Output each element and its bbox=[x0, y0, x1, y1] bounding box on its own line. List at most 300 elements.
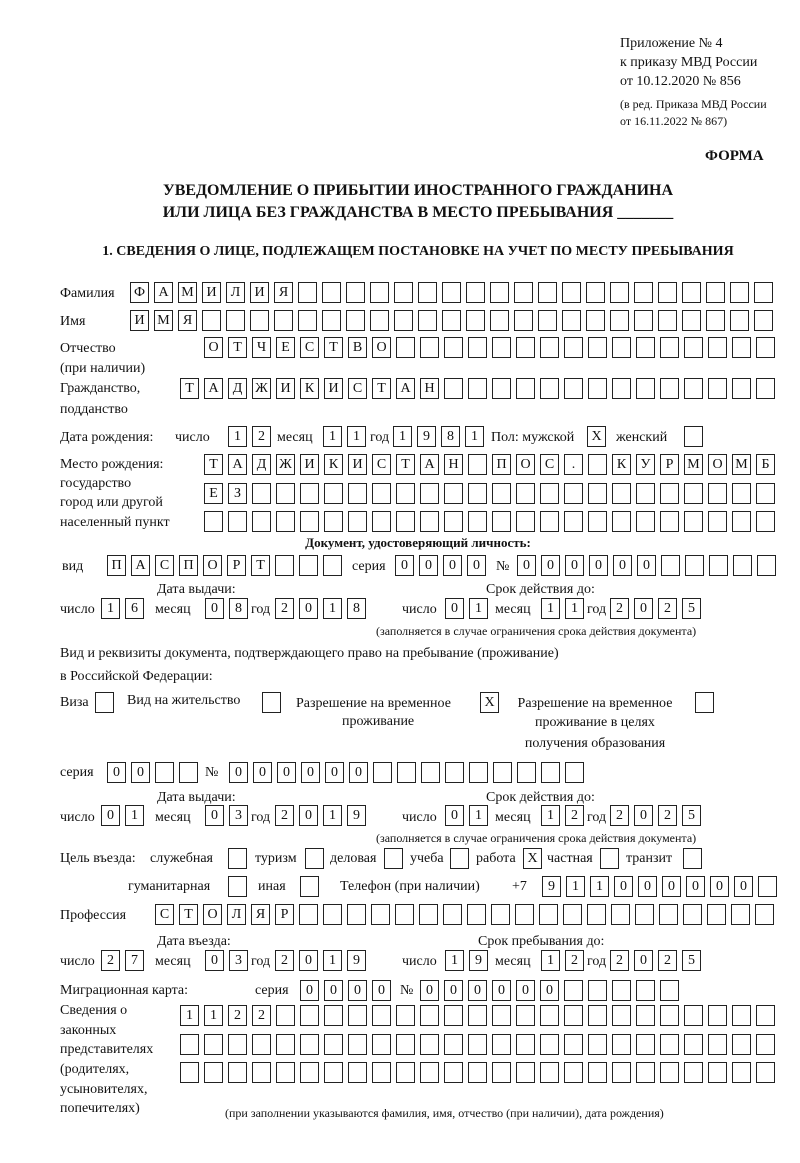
name-cell[interactable] bbox=[226, 310, 245, 331]
year-cell[interactable]: 2 bbox=[658, 598, 677, 619]
patronymic-cell[interactable] bbox=[612, 337, 631, 358]
residence-number-cell[interactable]: 0 bbox=[229, 762, 248, 783]
representatives-cell[interactable] bbox=[492, 1005, 511, 1026]
representatives-cell[interactable] bbox=[684, 1005, 703, 1026]
name-cell[interactable] bbox=[298, 310, 317, 331]
residence-number-cell[interactable] bbox=[397, 762, 416, 783]
profession-cell[interactable]: О bbox=[203, 904, 222, 925]
name-cell[interactable] bbox=[250, 310, 269, 331]
profession-cell[interactable]: Л bbox=[227, 904, 246, 925]
sex-female-checkbox[interactable] bbox=[684, 426, 703, 447]
patronymic-cell[interactable] bbox=[564, 337, 583, 358]
phone-cell[interactable]: 0 bbox=[710, 876, 729, 897]
doc-number-cell[interactable] bbox=[757, 555, 776, 576]
birthplace-cell[interactable] bbox=[444, 511, 463, 532]
representatives-cell[interactable] bbox=[588, 1034, 607, 1055]
name-cell[interactable] bbox=[442, 310, 461, 331]
year-cell[interactable]: 2 bbox=[610, 598, 629, 619]
patronymic-cell[interactable]: В bbox=[348, 337, 367, 358]
representatives-cell[interactable] bbox=[324, 1005, 343, 1026]
doc-type-cell[interactable]: А bbox=[131, 555, 150, 576]
year-cell[interactable]: 1 bbox=[323, 950, 342, 971]
representatives-cell[interactable] bbox=[516, 1005, 535, 1026]
representatives-cell[interactable] bbox=[228, 1034, 247, 1055]
sex-male-checkbox[interactable]: X bbox=[587, 426, 606, 447]
patronymic-cell[interactable]: С bbox=[300, 337, 319, 358]
citizenship-cell[interactable] bbox=[684, 378, 703, 399]
representatives-cell[interactable] bbox=[684, 1062, 703, 1083]
surname-cell[interactable] bbox=[394, 282, 413, 303]
birthplace-cell[interactable]: Т bbox=[396, 454, 415, 475]
representatives-cell[interactable] bbox=[660, 1005, 679, 1026]
phone-cell[interactable]: 0 bbox=[686, 876, 705, 897]
migration-number-cell[interactable]: 0 bbox=[444, 980, 463, 1001]
representatives-cell[interactable] bbox=[252, 1034, 271, 1055]
surname-cell[interactable]: Я bbox=[274, 282, 293, 303]
name-cell[interactable]: Я bbox=[178, 310, 197, 331]
profession-cell[interactable] bbox=[635, 904, 654, 925]
doc-type-cell[interactable] bbox=[275, 555, 294, 576]
birthplace-cell[interactable]: Н bbox=[444, 454, 463, 475]
profession-cell[interactable] bbox=[323, 904, 342, 925]
citizenship-cell[interactable]: А bbox=[396, 378, 415, 399]
citizenship-cell[interactable]: А bbox=[204, 378, 223, 399]
representatives-cell[interactable] bbox=[468, 1062, 487, 1083]
trp-checkbox[interactable]: X bbox=[480, 692, 499, 713]
doc-number-cell[interactable] bbox=[685, 555, 704, 576]
doc-type-cell[interactable] bbox=[299, 555, 318, 576]
year-cell[interactable]: 0 bbox=[299, 598, 318, 619]
birthplace-cell[interactable]: П bbox=[492, 454, 511, 475]
representatives-cell[interactable] bbox=[708, 1005, 727, 1026]
day-cell[interactable]: 0 bbox=[101, 805, 120, 826]
year-cell[interactable]: 1 bbox=[323, 598, 342, 619]
year-cell[interactable]: 2 bbox=[658, 805, 677, 826]
birthplace-cell[interactable] bbox=[276, 483, 295, 504]
phone-cell[interactable]: 0 bbox=[638, 876, 657, 897]
month-cell[interactable]: 0 bbox=[205, 598, 224, 619]
surname-cell[interactable] bbox=[418, 282, 437, 303]
profession-cell[interactable] bbox=[539, 904, 558, 925]
year-cell[interactable]: 0 bbox=[634, 805, 653, 826]
year-cell[interactable]: 2 bbox=[610, 805, 629, 826]
birthplace-cell[interactable] bbox=[756, 511, 775, 532]
representatives-cell[interactable] bbox=[540, 1005, 559, 1026]
citizenship-cell[interactable]: Н bbox=[420, 378, 439, 399]
month-cell[interactable]: 0 bbox=[205, 805, 224, 826]
representatives-cell[interactable] bbox=[636, 1034, 655, 1055]
birthplace-cell[interactable]: Д bbox=[252, 454, 271, 475]
birthplace-cell[interactable] bbox=[516, 511, 535, 532]
representatives-cell[interactable] bbox=[468, 1034, 487, 1055]
year-cell[interactable]: 2 bbox=[275, 805, 294, 826]
residence-number-cell[interactable] bbox=[493, 762, 512, 783]
surname-cell[interactable] bbox=[298, 282, 317, 303]
birthplace-cell[interactable] bbox=[588, 483, 607, 504]
year-cell[interactable]: 5 bbox=[682, 950, 701, 971]
profession-cell[interactable] bbox=[299, 904, 318, 925]
birthplace-cell[interactable] bbox=[588, 454, 607, 475]
residence-number-cell[interactable]: 0 bbox=[301, 762, 320, 783]
representatives-cell[interactable] bbox=[204, 1062, 223, 1083]
representatives-cell[interactable] bbox=[588, 1005, 607, 1026]
representatives-cell[interactable] bbox=[684, 1034, 703, 1055]
birthplace-cell[interactable]: Е bbox=[204, 483, 223, 504]
year-cell[interactable]: 9 bbox=[347, 950, 366, 971]
birthplace-cell[interactable] bbox=[564, 511, 583, 532]
representatives-cell[interactable] bbox=[300, 1034, 319, 1055]
year-cell[interactable]: 8 bbox=[347, 598, 366, 619]
residence-series-cell[interactable]: 0 bbox=[107, 762, 126, 783]
birth-year-cell[interactable]: 1 bbox=[465, 426, 484, 447]
year-cell[interactable]: 1 bbox=[323, 805, 342, 826]
profession-cell[interactable]: С bbox=[155, 904, 174, 925]
citizenship-cell[interactable] bbox=[492, 378, 511, 399]
day-cell[interactable]: 0 bbox=[445, 598, 464, 619]
birthplace-cell[interactable] bbox=[708, 511, 727, 532]
profession-cell[interactable] bbox=[731, 904, 750, 925]
patronymic-cell[interactable] bbox=[540, 337, 559, 358]
birthplace-cell[interactable] bbox=[564, 483, 583, 504]
representatives-cell[interactable] bbox=[276, 1034, 295, 1055]
name-cell[interactable] bbox=[346, 310, 365, 331]
citizenship-cell[interactable] bbox=[636, 378, 655, 399]
birthplace-cell[interactable] bbox=[684, 483, 703, 504]
birthplace-cell[interactable]: С bbox=[540, 454, 559, 475]
representatives-cell[interactable] bbox=[636, 1062, 655, 1083]
doc-series-cell[interactable]: 0 bbox=[419, 555, 438, 576]
doc-number-cell[interactable]: 0 bbox=[517, 555, 536, 576]
representatives-cell[interactable] bbox=[516, 1034, 535, 1055]
citizenship-cell[interactable]: К bbox=[300, 378, 319, 399]
doc-number-cell[interactable]: 0 bbox=[637, 555, 656, 576]
surname-cell[interactable] bbox=[610, 282, 629, 303]
profession-cell[interactable] bbox=[611, 904, 630, 925]
patronymic-cell[interactable] bbox=[660, 337, 679, 358]
name-cell[interactable] bbox=[202, 310, 221, 331]
phone-cell[interactable]: 0 bbox=[734, 876, 753, 897]
day-cell[interactable]: 1 bbox=[469, 598, 488, 619]
patronymic-cell[interactable] bbox=[756, 337, 775, 358]
profession-cell[interactable] bbox=[347, 904, 366, 925]
residence-number-cell[interactable] bbox=[517, 762, 536, 783]
patronymic-cell[interactable]: Е bbox=[276, 337, 295, 358]
birthplace-cell[interactable] bbox=[588, 511, 607, 532]
birthplace-cell[interactable]: М bbox=[732, 454, 751, 475]
citizenship-cell[interactable] bbox=[516, 378, 535, 399]
year-cell[interactable]: 0 bbox=[299, 805, 318, 826]
birthplace-cell[interactable] bbox=[252, 483, 271, 504]
patronymic-cell[interactable] bbox=[492, 337, 511, 358]
citizenship-cell[interactable]: Т bbox=[180, 378, 199, 399]
surname-cell[interactable]: Ф bbox=[130, 282, 149, 303]
representatives-cell[interactable] bbox=[708, 1062, 727, 1083]
migration-number-cell[interactable]: 0 bbox=[516, 980, 535, 1001]
trp-edu-checkbox[interactable] bbox=[695, 692, 714, 713]
representatives-cell[interactable]: 2 bbox=[228, 1005, 247, 1026]
day-cell[interactable]: 2 bbox=[101, 950, 120, 971]
citizenship-cell[interactable] bbox=[444, 378, 463, 399]
representatives-cell[interactable] bbox=[444, 1062, 463, 1083]
birthplace-cell[interactable] bbox=[324, 483, 343, 504]
name-cell[interactable] bbox=[274, 310, 293, 331]
birthplace-cell[interactable] bbox=[420, 483, 439, 504]
birthplace-cell[interactable] bbox=[228, 511, 247, 532]
representatives-cell[interactable] bbox=[420, 1034, 439, 1055]
birthplace-cell[interactable] bbox=[708, 483, 727, 504]
phone-cell[interactable]: 9 bbox=[542, 876, 561, 897]
representatives-cell[interactable] bbox=[756, 1062, 775, 1083]
migration-series-cell[interactable]: 0 bbox=[372, 980, 391, 1001]
patronymic-cell[interactable]: Т bbox=[228, 337, 247, 358]
purpose-checkbox[interactable] bbox=[450, 848, 469, 869]
doc-number-cell[interactable]: 0 bbox=[541, 555, 560, 576]
migration-number-cell[interactable] bbox=[636, 980, 655, 1001]
representatives-cell[interactable] bbox=[324, 1062, 343, 1083]
patronymic-cell[interactable] bbox=[732, 337, 751, 358]
doc-type-cell[interactable]: Р bbox=[227, 555, 246, 576]
profession-cell[interactable] bbox=[755, 904, 774, 925]
patronymic-cell[interactable] bbox=[444, 337, 463, 358]
name-cell[interactable]: И bbox=[130, 310, 149, 331]
representatives-cell[interactable] bbox=[612, 1005, 631, 1026]
year-cell[interactable]: 9 bbox=[347, 805, 366, 826]
month-cell[interactable]: 1 bbox=[541, 950, 560, 971]
year-cell[interactable]: 2 bbox=[658, 950, 677, 971]
name-cell[interactable] bbox=[394, 310, 413, 331]
representatives-cell[interactable] bbox=[708, 1034, 727, 1055]
representatives-cell[interactable] bbox=[372, 1034, 391, 1055]
representatives-cell[interactable] bbox=[180, 1062, 199, 1083]
profession-cell[interactable]: Я bbox=[251, 904, 270, 925]
representatives-cell[interactable]: 1 bbox=[204, 1005, 223, 1026]
representatives-cell[interactable] bbox=[564, 1062, 583, 1083]
name-cell[interactable] bbox=[322, 310, 341, 331]
surname-cell[interactable] bbox=[442, 282, 461, 303]
month-cell[interactable]: 2 bbox=[565, 950, 584, 971]
representatives-cell[interactable] bbox=[396, 1034, 415, 1055]
citizenship-cell[interactable] bbox=[540, 378, 559, 399]
migration-number-cell[interactable]: 0 bbox=[492, 980, 511, 1001]
patronymic-cell[interactable] bbox=[636, 337, 655, 358]
day-cell[interactable]: 1 bbox=[445, 950, 464, 971]
patronymic-cell[interactable] bbox=[684, 337, 703, 358]
representatives-cell[interactable] bbox=[420, 1005, 439, 1026]
patronymic-cell[interactable] bbox=[420, 337, 439, 358]
surname-cell[interactable] bbox=[322, 282, 341, 303]
birth-year-cell[interactable]: 9 bbox=[417, 426, 436, 447]
birthplace-cell[interactable] bbox=[468, 511, 487, 532]
migration-number-cell[interactable]: 0 bbox=[420, 980, 439, 1001]
representatives-cell[interactable] bbox=[348, 1062, 367, 1083]
surname-cell[interactable] bbox=[490, 282, 509, 303]
birthplace-cell[interactable] bbox=[468, 454, 487, 475]
representatives-cell[interactable] bbox=[204, 1034, 223, 1055]
birthplace-cell[interactable] bbox=[540, 511, 559, 532]
birthplace-cell[interactable] bbox=[204, 511, 223, 532]
patronymic-cell[interactable] bbox=[516, 337, 535, 358]
profession-cell[interactable] bbox=[419, 904, 438, 925]
birth-year-cell[interactable]: 1 bbox=[393, 426, 412, 447]
month-cell[interactable]: 1 bbox=[541, 598, 560, 619]
patronymic-cell[interactable] bbox=[588, 337, 607, 358]
representatives-cell[interactable] bbox=[732, 1062, 751, 1083]
birthplace-cell[interactable]: К bbox=[324, 454, 343, 475]
surname-cell[interactable] bbox=[538, 282, 557, 303]
profession-cell[interactable] bbox=[491, 904, 510, 925]
year-cell[interactable]: 0 bbox=[299, 950, 318, 971]
representatives-cell[interactable] bbox=[444, 1034, 463, 1055]
purpose-checkbox[interactable] bbox=[300, 876, 319, 897]
name-cell[interactable] bbox=[682, 310, 701, 331]
birthplace-cell[interactable] bbox=[300, 511, 319, 532]
birthplace-cell[interactable] bbox=[612, 511, 631, 532]
representatives-cell[interactable] bbox=[300, 1005, 319, 1026]
citizenship-cell[interactable] bbox=[732, 378, 751, 399]
doc-number-cell[interactable] bbox=[709, 555, 728, 576]
profession-cell[interactable] bbox=[395, 904, 414, 925]
birthplace-cell[interactable] bbox=[492, 483, 511, 504]
migration-number-cell[interactable]: 0 bbox=[468, 980, 487, 1001]
birth-year-cell[interactable]: 8 bbox=[441, 426, 460, 447]
doc-number-cell[interactable]: 0 bbox=[613, 555, 632, 576]
profession-cell[interactable] bbox=[443, 904, 462, 925]
doc-type-cell[interactable]: С bbox=[155, 555, 174, 576]
representatives-cell[interactable] bbox=[228, 1062, 247, 1083]
birthplace-cell[interactable] bbox=[372, 483, 391, 504]
birthplace-cell[interactable]: З bbox=[228, 483, 247, 504]
birthplace-cell[interactable] bbox=[660, 483, 679, 504]
birthplace-cell[interactable]: А bbox=[228, 454, 247, 475]
birthplace-cell[interactable]: К bbox=[612, 454, 631, 475]
representatives-cell[interactable] bbox=[396, 1062, 415, 1083]
residence-series-cell[interactable] bbox=[155, 762, 174, 783]
profession-cell[interactable] bbox=[683, 904, 702, 925]
representatives-cell[interactable] bbox=[492, 1062, 511, 1083]
doc-series-cell[interactable]: 0 bbox=[395, 555, 414, 576]
residence-number-cell[interactable] bbox=[565, 762, 584, 783]
representatives-cell[interactable] bbox=[756, 1005, 775, 1026]
birthplace-cell[interactable]: Р bbox=[660, 454, 679, 475]
birthplace-cell[interactable]: Ж bbox=[276, 454, 295, 475]
residence-number-cell[interactable] bbox=[373, 762, 392, 783]
day-cell[interactable]: 6 bbox=[125, 598, 144, 619]
birthplace-cell[interactable] bbox=[732, 483, 751, 504]
month-cell[interactable]: 1 bbox=[541, 805, 560, 826]
birthplace-cell[interactable] bbox=[324, 511, 343, 532]
birthplace-cell[interactable] bbox=[468, 483, 487, 504]
surname-cell[interactable]: А bbox=[154, 282, 173, 303]
name-cell[interactable] bbox=[730, 310, 749, 331]
phone-cell[interactable]: 0 bbox=[662, 876, 681, 897]
citizenship-cell[interactable]: Ж bbox=[252, 378, 271, 399]
representatives-cell[interactable] bbox=[276, 1062, 295, 1083]
representatives-cell[interactable] bbox=[372, 1062, 391, 1083]
year-cell[interactable]: 2 bbox=[610, 950, 629, 971]
surname-cell[interactable]: Л bbox=[226, 282, 245, 303]
purpose-checkbox[interactable] bbox=[683, 848, 702, 869]
surname-cell[interactable] bbox=[370, 282, 389, 303]
representatives-cell[interactable]: 2 bbox=[252, 1005, 271, 1026]
birthplace-cell[interactable] bbox=[396, 511, 415, 532]
birthplace-cell[interactable]: . bbox=[564, 454, 583, 475]
purpose-checkbox[interactable] bbox=[228, 876, 247, 897]
name-cell[interactable] bbox=[418, 310, 437, 331]
surname-cell[interactable] bbox=[658, 282, 677, 303]
birth-day-cell[interactable]: 1 bbox=[228, 426, 247, 447]
citizenship-cell[interactable]: Т bbox=[372, 378, 391, 399]
patronymic-cell[interactable]: О bbox=[372, 337, 391, 358]
patronymic-cell[interactable]: Ч bbox=[252, 337, 271, 358]
citizenship-cell[interactable] bbox=[612, 378, 631, 399]
migration-series-cell[interactable]: 0 bbox=[300, 980, 319, 1001]
residence-number-cell[interactable] bbox=[421, 762, 440, 783]
month-cell[interactable]: 1 bbox=[565, 598, 584, 619]
birthplace-cell[interactable] bbox=[636, 511, 655, 532]
year-cell[interactable]: 0 bbox=[634, 598, 653, 619]
citizenship-cell[interactable] bbox=[588, 378, 607, 399]
birthplace-cell[interactable] bbox=[420, 511, 439, 532]
residence-series-cell[interactable] bbox=[179, 762, 198, 783]
residence-permit-checkbox[interactable] bbox=[262, 692, 281, 713]
day-cell[interactable]: 0 bbox=[445, 805, 464, 826]
profession-cell[interactable] bbox=[467, 904, 486, 925]
birthplace-cell[interactable] bbox=[348, 483, 367, 504]
surname-cell[interactable]: М bbox=[178, 282, 197, 303]
birthplace-cell[interactable] bbox=[276, 511, 295, 532]
migration-number-cell[interactable] bbox=[564, 980, 583, 1001]
citizenship-cell[interactable] bbox=[708, 378, 727, 399]
doc-number-cell[interactable]: 0 bbox=[565, 555, 584, 576]
birthplace-cell[interactable] bbox=[660, 511, 679, 532]
day-cell[interactable]: 9 bbox=[469, 950, 488, 971]
surname-cell[interactable]: И bbox=[202, 282, 221, 303]
representatives-cell[interactable] bbox=[444, 1005, 463, 1026]
doc-type-cell[interactable]: П bbox=[179, 555, 198, 576]
birthplace-cell[interactable] bbox=[348, 511, 367, 532]
citizenship-cell[interactable]: И bbox=[324, 378, 343, 399]
surname-cell[interactable] bbox=[562, 282, 581, 303]
representatives-cell[interactable] bbox=[636, 1005, 655, 1026]
month-cell[interactable]: 8 bbox=[229, 598, 248, 619]
phone-cell[interactable]: 0 bbox=[614, 876, 633, 897]
residence-series-cell[interactable]: 0 bbox=[131, 762, 150, 783]
representatives-cell[interactable] bbox=[492, 1034, 511, 1055]
representatives-cell[interactable] bbox=[396, 1005, 415, 1026]
name-cell[interactable] bbox=[706, 310, 725, 331]
profession-cell[interactable] bbox=[707, 904, 726, 925]
residence-number-cell[interactable]: 0 bbox=[277, 762, 296, 783]
name-cell[interactable] bbox=[586, 310, 605, 331]
migration-number-cell[interactable]: 0 bbox=[540, 980, 559, 1001]
year-cell[interactable]: 0 bbox=[634, 950, 653, 971]
representatives-cell[interactable] bbox=[564, 1034, 583, 1055]
birth-month-cell[interactable]: 1 bbox=[323, 426, 342, 447]
name-cell[interactable] bbox=[514, 310, 533, 331]
profession-cell[interactable] bbox=[563, 904, 582, 925]
representatives-cell[interactable] bbox=[276, 1005, 295, 1026]
name-cell[interactable] bbox=[754, 310, 773, 331]
birthplace-cell[interactable]: А bbox=[420, 454, 439, 475]
representatives-cell[interactable] bbox=[516, 1062, 535, 1083]
birthplace-cell[interactable] bbox=[612, 483, 631, 504]
profession-cell[interactable] bbox=[515, 904, 534, 925]
birthplace-cell[interactable]: Б bbox=[756, 454, 775, 475]
birth-month-cell[interactable]: 1 bbox=[347, 426, 366, 447]
year-cell[interactable]: 2 bbox=[275, 950, 294, 971]
day-cell[interactable]: 1 bbox=[125, 805, 144, 826]
month-cell[interactable]: 0 bbox=[205, 950, 224, 971]
